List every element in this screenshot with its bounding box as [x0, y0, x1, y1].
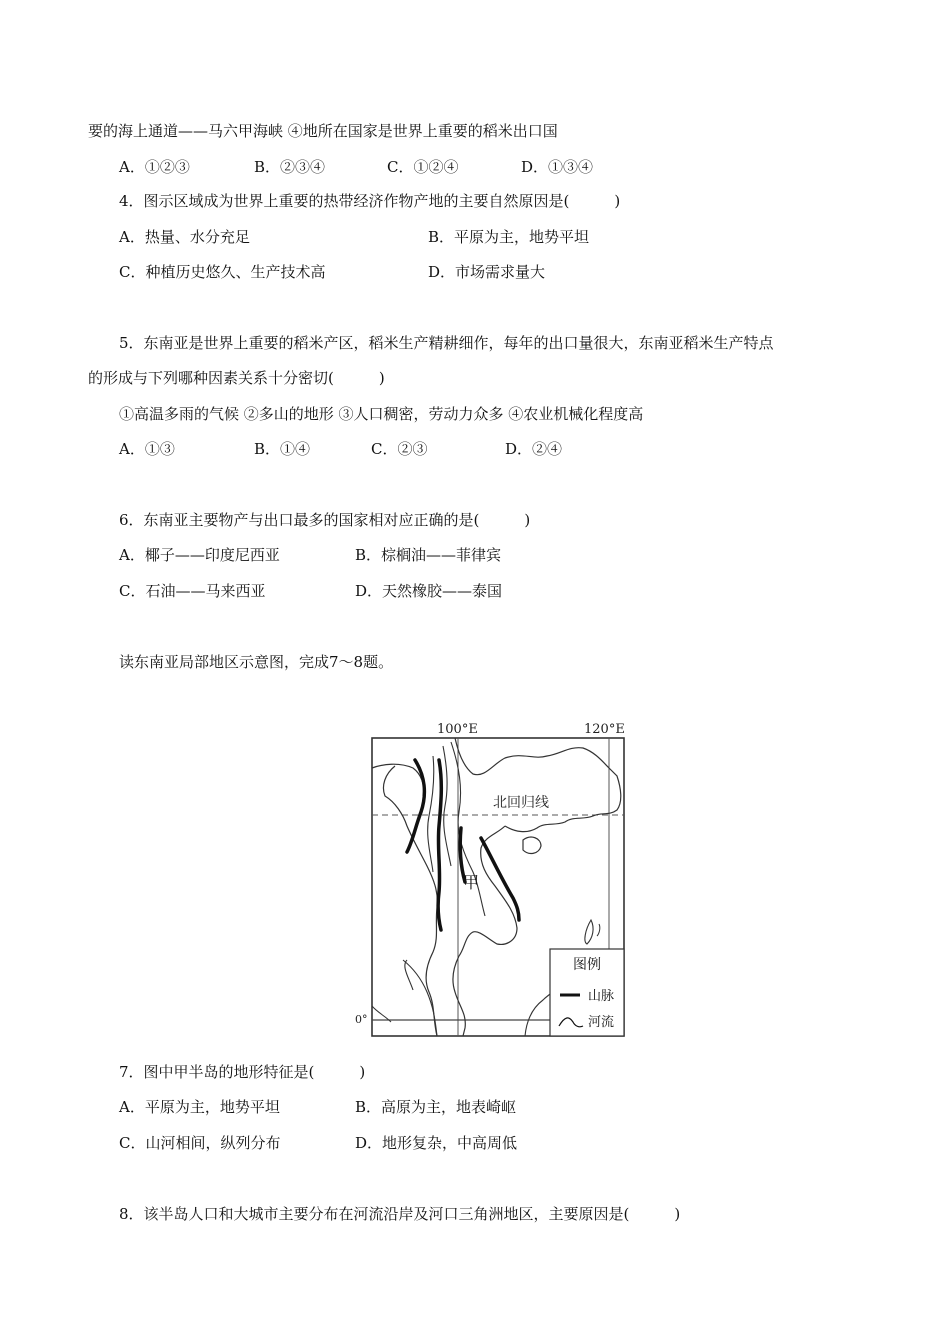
hainan-island — [523, 837, 541, 853]
southeast-asia-map — [355, 716, 630, 1038]
lon-label-120e: 120°E — [584, 722, 625, 737]
q5-option-d: D．②④ — [505, 440, 563, 458]
q7-option-a: A．平原为主，地势平坦 — [119, 1098, 280, 1116]
legend-mountain-label: 山脉 — [588, 989, 615, 1004]
q3-option-a: A．①②③ — [119, 158, 190, 176]
river-irrawaddy — [428, 756, 434, 872]
coastline-china — [455, 738, 621, 832]
q7-option-b: B．高原为主，地表崎岖 — [355, 1098, 517, 1116]
mountain-range-annamite — [481, 838, 519, 920]
q7-stem: 7．图中甲半岛的地形特征是( ) — [119, 1063, 366, 1081]
q7-option-c: C．山河相间，纵列分布 — [119, 1134, 281, 1152]
map-intro: 读东南亚局部地区示意图，完成7～8题。 — [119, 653, 394, 671]
q4-option-b: B．平原为主，地势平坦 — [428, 228, 590, 246]
tropic-label: 北回归线 — [493, 795, 549, 811]
philippines-islet — [597, 924, 600, 936]
q5-option-b: B．①④ — [254, 440, 311, 458]
q6-option-b: B．棕榈油——菲律宾 — [355, 546, 502, 564]
q8-stem: 8．该半岛人口和大城市主要分布在河流沿岸及河口三角洲地区，主要原因是( ) — [119, 1205, 681, 1223]
q4-option-c: C．种植历史悠久、生产技术高 — [119, 263, 326, 281]
q7-option-d: D．地形复杂，中高周低 — [355, 1134, 518, 1152]
philippines-island — [585, 920, 593, 944]
q5-option-c: C．②③ — [371, 440, 428, 458]
equator-label: 0° — [355, 1013, 368, 1026]
q6-option-c: C．石油——马来西亚 — [119, 582, 266, 600]
q5-option-a: A．①③ — [119, 440, 175, 458]
q4-option-d: D．市场需求量大 — [428, 263, 546, 281]
q3-option-b: B．②③④ — [254, 158, 326, 176]
q6-option-a: A．椰子——印度尼西亚 — [119, 546, 280, 564]
q6-option-d: D．天然橡胶——泰国 — [355, 582, 503, 600]
q5-factors: ①高温多雨的气候 ②多山的地形 ③人口稠密，劳动力众多 ④农业机械化程度高 — [119, 405, 644, 423]
q3-option-c: C．①②④ — [387, 158, 459, 176]
coastline-bengal — [372, 764, 424, 796]
mountain-range-arakan — [407, 760, 424, 852]
q3-option-d: D．①③④ — [521, 158, 594, 176]
legend-river-label: 河流 — [588, 1015, 615, 1030]
river-salween — [443, 746, 451, 866]
q4-option-a: A．热量、水分充足 — [119, 228, 250, 246]
q6-stem: 6．东南亚主要物产与出口最多的国家相对应正确的是( ) — [119, 511, 531, 529]
q5-stem-line1: 5．东南亚是世界上重要的稻米产区，稻米生产精耕细作，每年的出口量很大，东南亚稻米生产特点 — [119, 334, 774, 352]
q4-stem: 4．图示区域成为世界上重要的热带经济作物产地的主要自然原因是( ) — [119, 192, 621, 210]
mountain-range-central — [438, 760, 441, 930]
q5-stem-line2: 的形成与下列哪种因素关系十分密切( ) — [88, 369, 385, 387]
sumatra-coast — [403, 960, 437, 1036]
q3-stem-tail: 要的海上通道——马六甲海峡 ④地所在国家是世界上重要的稻米出口国 — [88, 122, 558, 140]
legend-title: 图例 — [573, 957, 601, 973]
peninsula-label: 甲 — [463, 873, 480, 892]
lon-label-100e: 100°E — [437, 722, 478, 737]
